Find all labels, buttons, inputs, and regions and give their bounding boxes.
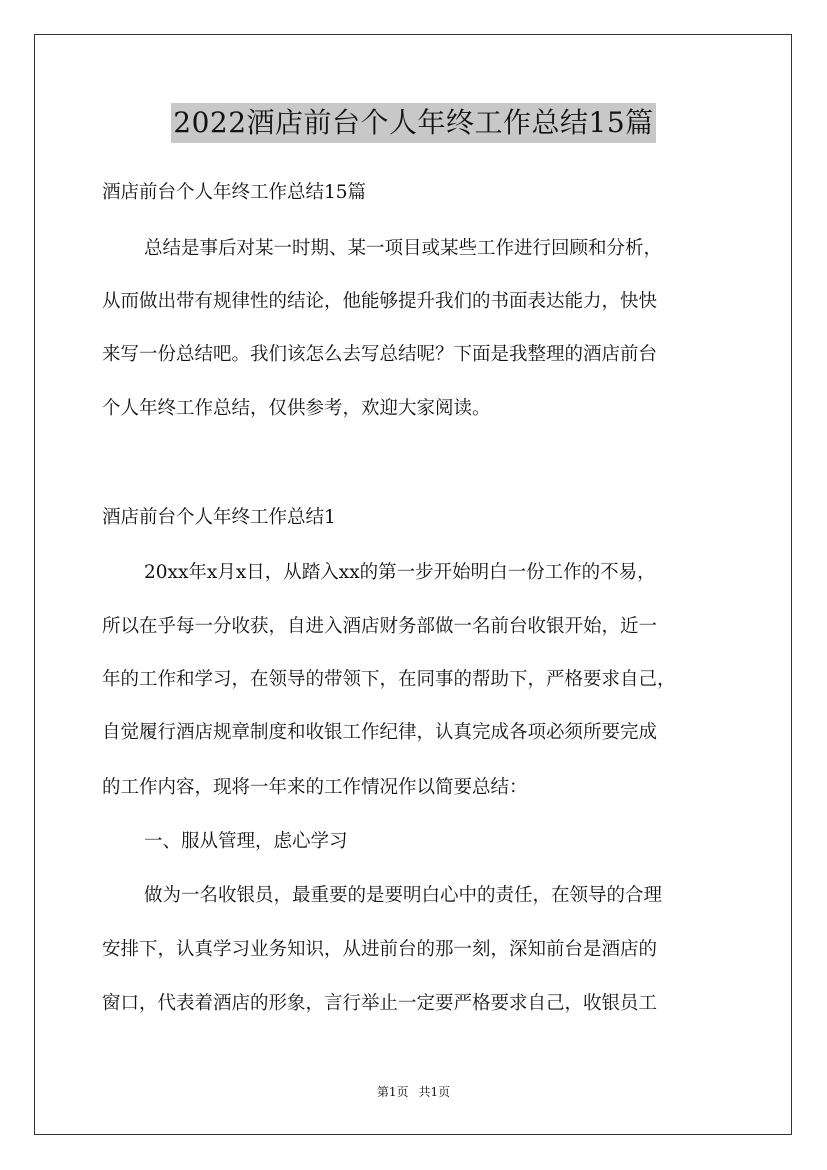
paragraph-line: 的工作内容，现将一年来的工作情况作以简要总结： xyxy=(102,777,528,798)
subtitle-line: 酒店前台个人年终工作总结15篇 xyxy=(102,182,367,203)
document-title: 2022酒店前台个人年终工作总结15篇 xyxy=(0,102,827,143)
section-heading: 酒店前台个人年终工作总结1 xyxy=(102,507,336,528)
paragraph-line: 安排下，认真学习业务知识，从进前台的那一刻，深知前台是酒店的 xyxy=(102,939,658,960)
page-footer xyxy=(0,1084,827,1100)
paragraph-line: 20xx年x月x日，从踏入xx的第一步开始明白一份工作的不易， xyxy=(144,562,656,583)
subheading-line: 一、服从管理，虑心学习 xyxy=(144,831,348,852)
paragraph-line: 来写一份总结吧。我们该怎么去写总结呢？下面是我整理的酒店前台 xyxy=(102,344,658,365)
page-total: 共1页 xyxy=(418,1085,451,1099)
paragraph-line: 从而做出带有规律性的结论，他能够提升我们的书面表达能力，快快 xyxy=(102,291,658,312)
paragraph-line: 窗口，代表着酒店的形象，言行举止一定要严格要求自己，收银员工 xyxy=(102,993,658,1014)
paragraph-line: 所以在乎每一分收获，自进入酒店财务部做一名前台收银开始，近一 xyxy=(102,616,658,637)
page-number: 第1页 xyxy=(376,1085,409,1099)
paragraph-line: 年的工作和学习，在领导的带领下，在同事的帮助下，严格要求自己， xyxy=(102,669,676,690)
paragraph-line: 总结是事后对某一时期、某一项目或某些工作进行回顾和分析， xyxy=(144,238,663,259)
paragraph-line: 自觉履行酒店规章制度和收银工作纪律，认真完成各项必须所要完成 xyxy=(102,722,658,743)
paragraph-line: 个人年终工作总结，仅供参考，欢迎大家阅读。 xyxy=(102,398,491,419)
paragraph-line: 做为一名收银员，最重要的是要明白心中的责任，在领导的合理 xyxy=(144,885,663,906)
